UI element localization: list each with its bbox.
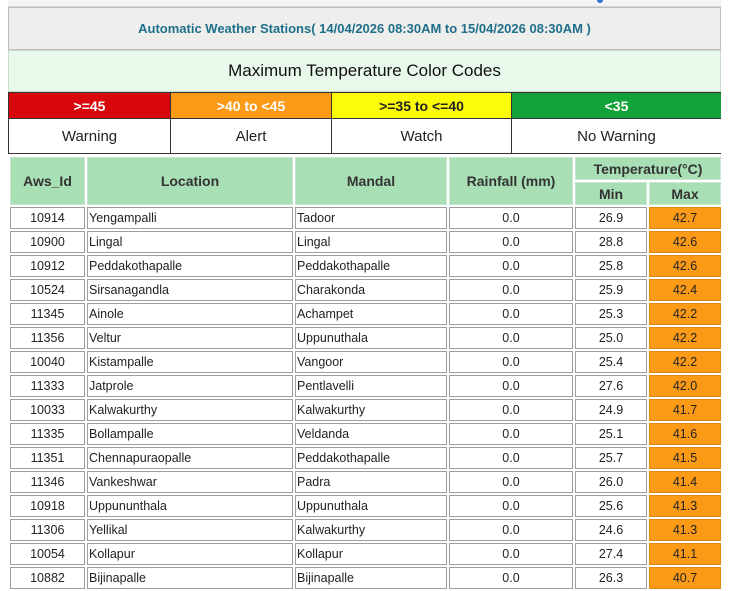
mandal-cell: Peddakothapalle [295,447,447,469]
legend-label-watch: Watch [332,119,512,154]
table-row [10,351,721,373]
link-marker [597,0,603,3]
table-row [10,255,721,277]
min-temp-cell: 27.6 [575,375,647,397]
table-row [10,567,721,589]
max-temp-cell: 41.7 [649,399,721,421]
location-cell: Chennapuraopalle [87,447,293,469]
max-temp-cell: 42.2 [649,327,721,349]
min-temp-cell: 25.4 [575,351,647,373]
legend-range-no-warning: <35 [512,93,722,119]
min-temp-cell: 28.8 [575,231,647,253]
max-temp-cell: 42.6 [649,255,721,277]
table-row [10,399,721,421]
min-temp-cell: 25.3 [575,303,647,325]
min-temp-cell: 25.0 [575,327,647,349]
aws-id-cell: 11333 [10,375,85,397]
location-cell: Peddakothapalle [87,255,293,277]
location-cell: Uppununthala [87,495,293,517]
mandal-cell: Kollapur [295,543,447,565]
table-row [10,207,721,229]
min-temp-cell: 25.9 [575,279,647,301]
mandal-cell: Tadoor [295,207,447,229]
min-temp-cell: 25.8 [575,255,647,277]
mandal-cell: Veldanda [295,423,447,445]
max-temp-cell: 41.3 [649,519,721,541]
mandal-cell: Lingal [295,231,447,253]
mandal-cell: Uppunuthala [295,327,447,349]
max-temp-cell: 42.2 [649,303,721,325]
aws-id-cell: 11306 [10,519,85,541]
aws-id-cell: 10524 [10,279,85,301]
rainfall-cell: 0.0 [449,303,573,325]
mandal-cell: Charakonda [295,279,447,301]
header-rainfall[interactable]: Rainfall (mm) [449,157,573,205]
aws-id-cell: 10040 [10,351,85,373]
rainfall-cell: 0.0 [449,471,573,493]
rainfall-cell: 0.0 [449,543,573,565]
aws-id-cell: 11335 [10,423,85,445]
rainfall-cell: 0.0 [449,519,573,541]
mandal-cell: Achampet [295,303,447,325]
aws-id-cell: 10033 [10,399,85,421]
mandal-cell: Kalwakurthy [295,399,447,421]
rainfall-cell: 0.0 [449,567,573,589]
legend-range-alert: >40 to <45 [171,93,332,119]
max-temp-cell: 42.4 [649,279,721,301]
rainfall-cell: 0.0 [449,399,573,421]
rainfall-cell: 0.0 [449,351,573,373]
mandal-cell: Padra [295,471,447,493]
aws-report-page [8,0,721,591]
table-row [10,375,721,397]
legend-range-watch: >=35 to <=40 [332,93,512,119]
legend-title: Maximum Temperature Color Codes [8,50,721,92]
table-row [10,519,721,541]
location-cell: Ainole [87,303,293,325]
table-row [10,303,721,325]
location-cell: Jatprole [87,375,293,397]
legend-label-warning: Warning [9,119,171,154]
rainfall-cell: 0.0 [449,207,573,229]
legend-range-warning: >=45 [9,93,171,119]
max-temp-cell: 41.3 [649,495,721,517]
min-temp-cell: 27.4 [575,543,647,565]
legend-label-no-warning: No Warning [512,119,722,154]
mandal-cell: Uppunuthala [295,495,447,517]
rainfall-cell: 0.0 [449,327,573,349]
header-mandal[interactable]: Mandal [295,157,447,205]
table-body [10,207,721,589]
table-row [10,231,721,253]
rainfall-cell: 0.0 [449,375,573,397]
location-cell: Vankeshwar [87,471,293,493]
top-strip [8,0,721,7]
mandal-cell: Kalwakurthy [295,519,447,541]
header-min[interactable]: Min [575,182,647,205]
rainfall-cell: 0.0 [449,279,573,301]
max-temp-cell: 42.0 [649,375,721,397]
rainfall-cell: 0.0 [449,231,573,253]
header-aws-id[interactable]: Aws_Id [10,157,85,205]
location-cell: Bijinapalle [87,567,293,589]
table-row [10,279,721,301]
color-code-legend [8,92,721,154]
location-cell: Yengampalli [87,207,293,229]
aws-id-cell: 11351 [10,447,85,469]
mandal-cell: Bijinapalle [295,567,447,589]
min-temp-cell: 26.3 [575,567,647,589]
rainfall-cell: 0.0 [449,495,573,517]
aws-id-cell: 11345 [10,303,85,325]
location-cell: Sirsanagandla [87,279,293,301]
table-row [10,327,721,349]
aws-id-cell: 10914 [10,207,85,229]
max-temp-cell: 42.2 [649,351,721,373]
max-temp-cell: 40.7 [649,567,721,589]
max-temp-cell: 41.5 [649,447,721,469]
mandal-cell: Vangoor [295,351,447,373]
mandal-cell: Peddakothapalle [295,255,447,277]
min-temp-cell: 25.7 [575,447,647,469]
location-cell: Bollampalle [87,423,293,445]
min-temp-cell: 26.9 [575,207,647,229]
location-cell: Yellikal [87,519,293,541]
aws-id-cell: 10900 [10,231,85,253]
aws-id-cell: 10054 [10,543,85,565]
min-temp-cell: 25.1 [575,423,647,445]
max-temp-cell: 42.6 [649,231,721,253]
location-cell: Kistampalle [87,351,293,373]
report-subtitle: Automatic Weather Stations( 14/04/2026 08:30AM to 15/04/2026 08:30AM ) [8,7,721,50]
location-cell: Lingal [87,231,293,253]
aws-id-cell: 10912 [10,255,85,277]
table-row [10,543,721,565]
max-temp-cell: 41.1 [649,543,721,565]
min-temp-cell: 26.0 [575,471,647,493]
weather-data-table [8,155,721,591]
table-row [10,423,721,445]
location-cell: Veltur [87,327,293,349]
aws-id-cell: 10918 [10,495,85,517]
mandal-cell: Pentlavelli [295,375,447,397]
header-location[interactable]: Location [87,157,293,205]
rainfall-cell: 0.0 [449,447,573,469]
min-temp-cell: 24.6 [575,519,647,541]
aws-id-cell: 10882 [10,567,85,589]
location-cell: Kalwakurthy [87,399,293,421]
table-row [10,495,721,517]
rainfall-cell: 0.0 [449,423,573,445]
header-temperature: Temperature(°C) [575,157,721,180]
rainfall-cell: 0.0 [449,255,573,277]
table-row [10,447,721,469]
max-temp-cell: 42.7 [649,207,721,229]
legend-label-alert: Alert [171,119,332,154]
table-row [10,471,721,493]
header-max[interactable]: Max [649,182,721,205]
aws-id-cell: 11346 [10,471,85,493]
min-temp-cell: 25.6 [575,495,647,517]
aws-id-cell: 11356 [10,327,85,349]
min-temp-cell: 24.9 [575,399,647,421]
max-temp-cell: 41.6 [649,423,721,445]
max-temp-cell: 41.4 [649,471,721,493]
location-cell: Kollapur [87,543,293,565]
